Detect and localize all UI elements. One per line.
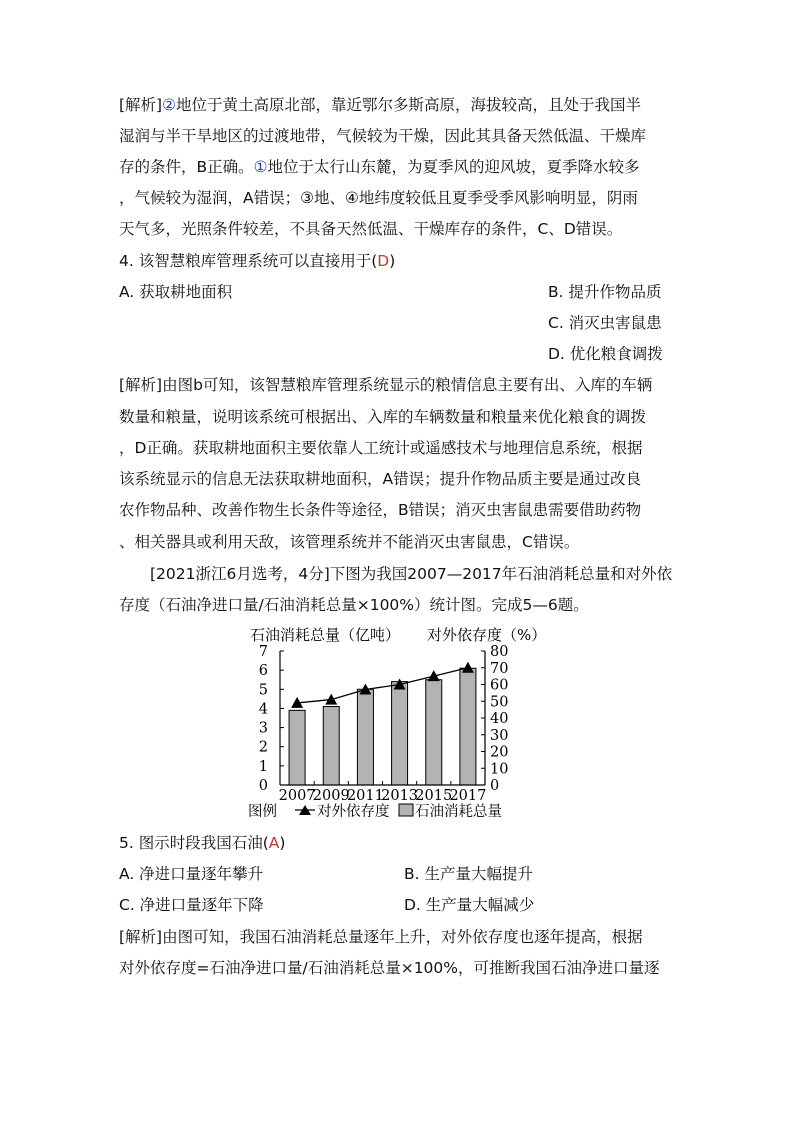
option-d: D. 生产量大幅减少: [404, 896, 535, 914]
option-a: A. 净进口量逐年攀升: [119, 865, 264, 883]
option-c: C. 消灭虫害鼠患: [548, 314, 662, 332]
question-stem: 5. 图示时段我国石油(A): [119, 834, 286, 852]
left-tick-label: 4: [258, 701, 268, 718]
bar-2013: [392, 682, 408, 785]
bar-2017: [460, 668, 476, 785]
option-d: D. 优化粮食调拨: [548, 345, 663, 363]
legend-bar-swatch: [399, 804, 413, 816]
intro-line: 存度（石油净进口量/石油消耗总量×100%）统计图。完成5—6题。: [119, 596, 589, 614]
option-b: B. 生产量大幅提升: [404, 865, 533, 883]
x-tick-label: 2017: [449, 788, 487, 804]
analysis-line: 存的条件，B正确。①地位于太行山东麓，为夏季风的迎风坡，夏季降水较多: [119, 158, 640, 176]
right-tick-label: 50: [490, 694, 509, 711]
right-tick-label: 20: [490, 744, 509, 761]
x-tick-label: 2009: [312, 788, 350, 804]
analysis-line: ，气候较为湿润，A错误；③地、④地纬度较低且夏季受季风影响明显，阴雨: [119, 189, 638, 207]
answer: A: [268, 834, 280, 852]
right-tick-label: 80: [490, 644, 509, 660]
option-b: B. 提升作物品质: [548, 283, 662, 301]
dependency-line: [297, 668, 468, 703]
right-tick-label: 40: [490, 711, 509, 727]
dependency-point-2009: [325, 694, 337, 705]
left-tick-label: 6: [258, 663, 268, 680]
x-tick-label: 2011: [346, 788, 384, 804]
legend: [248, 802, 502, 820]
option-c: C. 净进口量逐年下降: [119, 896, 264, 914]
bar-2007: [289, 710, 305, 785]
analysis-line: 天气多，光照条件较差，不具备天然低温、干燥库存的条件，C、D错误。: [119, 220, 623, 238]
right-tick-label: 0: [490, 778, 500, 794]
answer: D: [377, 252, 390, 270]
right-axis-title: 对外依存度（%）: [427, 626, 547, 644]
analysis-line: ，D正确。获取耕地面积主要依靠人工统计或遥感技术与地理信息系统，根据: [119, 439, 643, 457]
x-tick-label: 2013: [381, 788, 419, 804]
analysis-line: [解析]由图b可知，该智慧粮库管理系统显示的粮情信息主要有出、入库的车辆: [119, 376, 653, 394]
left-tick-label: 1: [258, 758, 268, 775]
analysis-line: 湿润与半干旱地区的过渡地带，气候较为干燥，因此其具备天然低温、干燥库: [119, 127, 647, 145]
right-tick-label: 30: [490, 727, 509, 744]
left-axis-title: 石油消耗总量（亿吨）: [250, 626, 401, 644]
left-tick-label: 2: [258, 739, 268, 756]
legend-title: 图例: [248, 804, 277, 820]
left-tick-label: 5: [258, 682, 268, 699]
analysis-line: [解析]由图可知，我国石油消耗总量逐年上升，对外依存度也逐年提高，根据: [119, 928, 643, 946]
analysis-line: 对外依存度=石油净进口量/石油消耗总量×100%，可推断我国石油净进口量逐: [119, 959, 660, 977]
analysis-line: 农作物品种、改善作物生长条件等途径，B错误；消灭虫害鼠患需要借助药物: [119, 501, 642, 519]
analysis-line: 该系统显示的信息无法获取耕地面积，A错误；提升作物品质主要是通过改良: [119, 470, 642, 488]
bar-2015: [426, 680, 442, 785]
option-a: A. 获取耕地面积: [119, 283, 233, 301]
legend-line-label: 对外依存度: [317, 804, 390, 820]
left-tick-label: 3: [258, 720, 268, 737]
analysis-line: 数量和粮量，说明该系统可根据出、入库的车辆数量和粮量来优化粮食的调拨: [119, 408, 647, 426]
right-tick-label: 60: [490, 677, 509, 694]
right-tick-label: 70: [490, 660, 509, 677]
intro-line: [2021浙江6月选考，4分]下图为我国2007—2017年石油消耗总量和对外依: [150, 565, 673, 583]
bar-2011: [357, 689, 373, 785]
x-tick-label: 2015: [415, 788, 453, 804]
oil-chart: [245, 624, 545, 824]
analysis-line: [解析]②地位于黄土高原北部，靠近鄂尔多斯高原，海拔较高，且处于我国半: [119, 96, 642, 114]
dependency-point-2017: [462, 662, 474, 673]
x-tick-label: 2007: [278, 788, 316, 804]
bar-2009: [323, 707, 339, 785]
left-tick-label: 7: [258, 644, 268, 660]
legend-bar-label: 石油消耗总量: [415, 804, 502, 820]
question-stem: 4. 该智慧粮库管理系统可以直接用于(D): [119, 252, 396, 270]
analysis-line: 、相关器具或利用天敌，该管理系统并不能消灭虫害鼠患，C错误。: [119, 533, 580, 551]
right-tick-label: 10: [490, 761, 509, 778]
left-tick-label: 0: [258, 778, 268, 794]
